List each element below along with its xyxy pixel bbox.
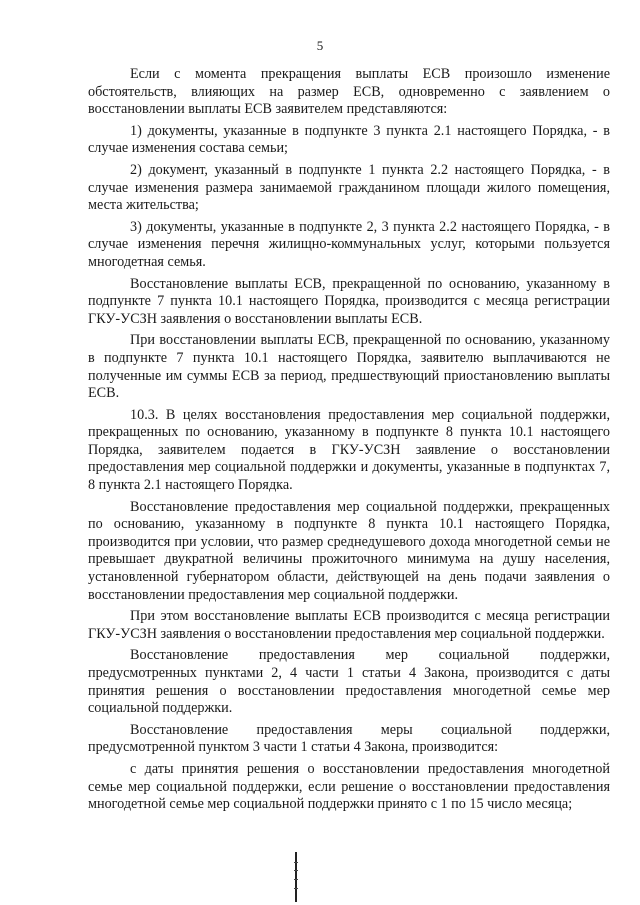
list-item: 2) документ, указанный в подпункте 1 пункта 2.2 настоящего Порядка, - в случае изменения размера занимаемой гражданином площади жилого помещения, места жительства; (88, 161, 610, 214)
paragraph: Если с момента прекращения выплаты ЕСВ произошло изменение обстоятельств, влияющих на размер ЕСВ, одновременно с заявлением о восстановлении выплаты ЕСВ заявителем представляются: (88, 66, 610, 118)
paragraph: При восстановлении выплаты ЕСВ, прекращенной по основанию, указанному в подпункте 7 пункта 10.1 настоящего Порядка, заявителю выплачиваются не полученные им суммы ЕСВ за период, предшествующий приостановлению выплаты ЕСВ. (88, 332, 610, 402)
binding-mark (294, 852, 298, 902)
page-number: 5 (316, 38, 324, 53)
list-item: 3) документы, указанные в подпункте 2, 3 пункта 2.2 настоящего Порядка, - в случае изменения перечня жилищно-коммунальных услуг, которыми пользуется многодетная семья. (88, 218, 610, 270)
paragraph: 10.3. В целях восстановления предоставления мер социальной поддержки, прекращенных по основанию, указанному в подпункте 8 пункта 10.1 настоящего Порядка, заявителем подается в ГКУ-УСЗН заявление о восстановлении предоставления мер социальной поддержки и документы, указанные в подпунктах 7, 8 пункта 2.1 настоящего Порядка. (88, 406, 610, 494)
paragraph: При этом восстановление выплаты ЕСВ производится с месяца регистрации ГКУ-УСЗН заявления о восстановлении предоставления мер социальной поддержки. (88, 608, 610, 642)
paragraph: Восстановление выплаты ЕСВ, прекращенной по основанию, указанному в подпункте 7 пункта 10.1 настоящего Порядка, производится с месяца регистрации ГКУ-УСЗН заявления о восстановлении выплаты ЕСВ. (88, 275, 610, 327)
paragraph: Восстановление предоставления мер социальной поддержки, прекращенных по основанию, указанному в подпункте 8 пункта 10.1 настоящего Порядка, производится при условии, что размер среднедушевого дохода многодетной семьи не превышает двукратной величины прожиточного минимума на душу населения, установленной губернатором области, действующей на день подачи заявления о восстановлении предоставления мер социальной поддержки. (88, 498, 610, 603)
paragraph: Восстановление предоставления меры социальной поддержки, предусмотренной пунктом 3 части 1 статьи 4 Закона, производится: (88, 721, 610, 756)
paragraph: Восстановление предоставления мер социальной поддержки, предусмотренных пунктами 2, 4 части 1 статьи 4 Закона, производится с даты принятия решения о восстановлении предоставления многодетной семье мер социальной поддержки. (88, 647, 610, 717)
list-item: 1) документы, указанные в подпункте 3 пункта 2.1 настоящего Порядка, - в случае изменения состава семьи; (88, 122, 610, 157)
paragraph: с даты принятия решения о восстановлении предоставления многодетной семье мер социальной поддержки, если решение о восстановлении предоставления многодетной семье мер социальной поддержки принято с 1 по 15 число месяца; (88, 760, 610, 813)
document-body (88, 66, 610, 818)
